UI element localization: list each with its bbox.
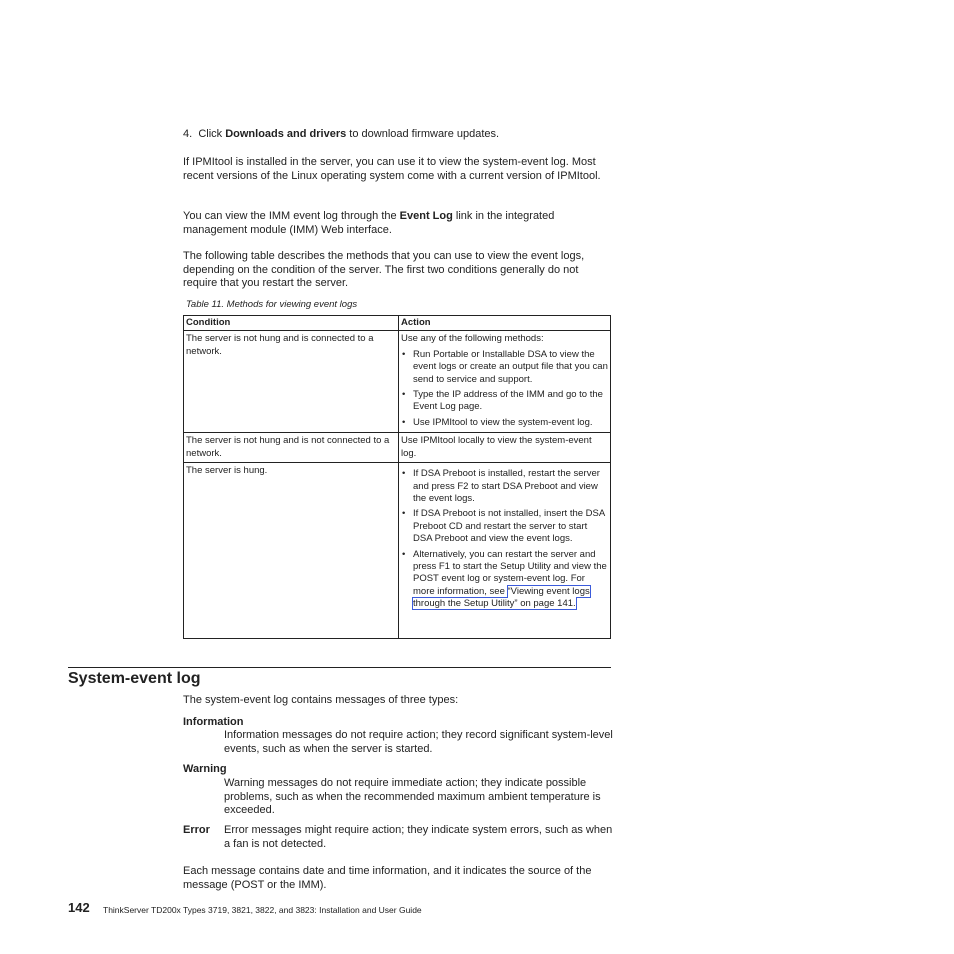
- list-item: • Use IPMItool to view the system-event log.: [401, 417, 608, 429]
- methods-table: [183, 315, 611, 639]
- definition-warning: Warning messages do not require immediate action; they indicate possible problems, such as when the recommended maximum ambient temperature is exceeded.: [224, 777, 601, 816]
- imm-paragraph: [183, 210, 613, 237]
- term-error: Error: [183, 824, 210, 836]
- action-intro: Use any of the following methods:: [401, 333, 544, 345]
- step-text-pre: Click: [198, 128, 226, 140]
- list-item: • Type the IP address of the IMM and go to the Event Log page.: [401, 389, 608, 414]
- action-cell: [399, 463, 611, 639]
- list-item: • Run Portable or Installable DSA to view the event logs or create an output file that you can send to service and support.: [401, 349, 608, 386]
- imm-text-post: link in the integrated management module (IMM) Web interface.: [183, 210, 555, 236]
- table-row: [184, 463, 611, 639]
- header-action: Action: [399, 316, 611, 331]
- event-log-label: Event Log: [399, 210, 453, 222]
- term-information: Information: [183, 716, 244, 728]
- section-title: System-event log: [68, 670, 201, 687]
- table-header-row: [184, 316, 611, 331]
- action-cell: Use IPMItool locally to view the system-event log.: [399, 433, 611, 463]
- definition-information: Information messages do not require action; they record significant system-level events, such as when the server is started.: [224, 729, 613, 755]
- footer-title: ThinkServer TD200x Types 3719, 3821, 3822, and 3823: Installation and User Guide: [103, 905, 422, 915]
- action-cell: [399, 331, 611, 433]
- step-text-post: to download firmware updates.: [346, 128, 500, 140]
- section-divider: [68, 667, 611, 668]
- setup-utility-link[interactable]: “Viewing event logs through the Setup Utility” on page 141.: [413, 585, 590, 610]
- list-item: • If DSA Preboot is installed, restart the server and press F2 to start DSA Preboot and view the event logs.: [401, 468, 608, 505]
- list-item: [401, 549, 608, 611]
- table-intro-paragraph: The following table describes the methods that you can use to view the event logs, depending on the condition of the server. The first two conditions generally do not require that you restart the server.: [183, 250, 585, 289]
- condition-cell: The server is hung.: [184, 463, 399, 639]
- ipmitool-paragraph: If IPMItool is installed in the server, you can use it to view the system-event log. Most recent versions of the Linux operating system come with a current version of IPMItool.: [183, 156, 601, 182]
- action-list: [401, 349, 608, 429]
- table-row: [184, 433, 611, 463]
- imm-text-pre: You can view the IMM event log through the: [183, 210, 400, 222]
- closing-paragraph: Each message contains date and time information, and it indicates the source of the message (POST or the IMM).: [183, 865, 592, 891]
- list-item-text: Alternatively, you can restart the server and press F1 to start the Setup Utility and view the POST event log or system-event log. For more information, see: [413, 548, 607, 597]
- table-caption: Table 11. Methods for viewing event logs: [186, 299, 358, 310]
- step-4: [183, 128, 613, 142]
- condition-cell: The server is not hung and is connected to a network.: [184, 331, 399, 433]
- section-intro: The system-event log contains messages of three types:: [183, 694, 459, 706]
- list-item: • If DSA Preboot is not installed, insert the DSA Preboot CD and restart the server to start DSA Preboot and view the event logs.: [401, 508, 608, 545]
- header-condition: Condition: [184, 316, 399, 331]
- action-list: [401, 468, 608, 610]
- page-number: 142: [68, 900, 90, 915]
- term-warning: Warning: [183, 763, 227, 775]
- definition-error: Error messages might require action; they indicate system errors, such as when a fan is not detected.: [224, 824, 613, 850]
- step-number: 4.: [183, 128, 193, 140]
- downloads-link-label: Downloads and drivers: [225, 128, 347, 140]
- table-row: [184, 331, 611, 433]
- condition-cell: The server is not hung and is not connected to a network.: [184, 433, 399, 463]
